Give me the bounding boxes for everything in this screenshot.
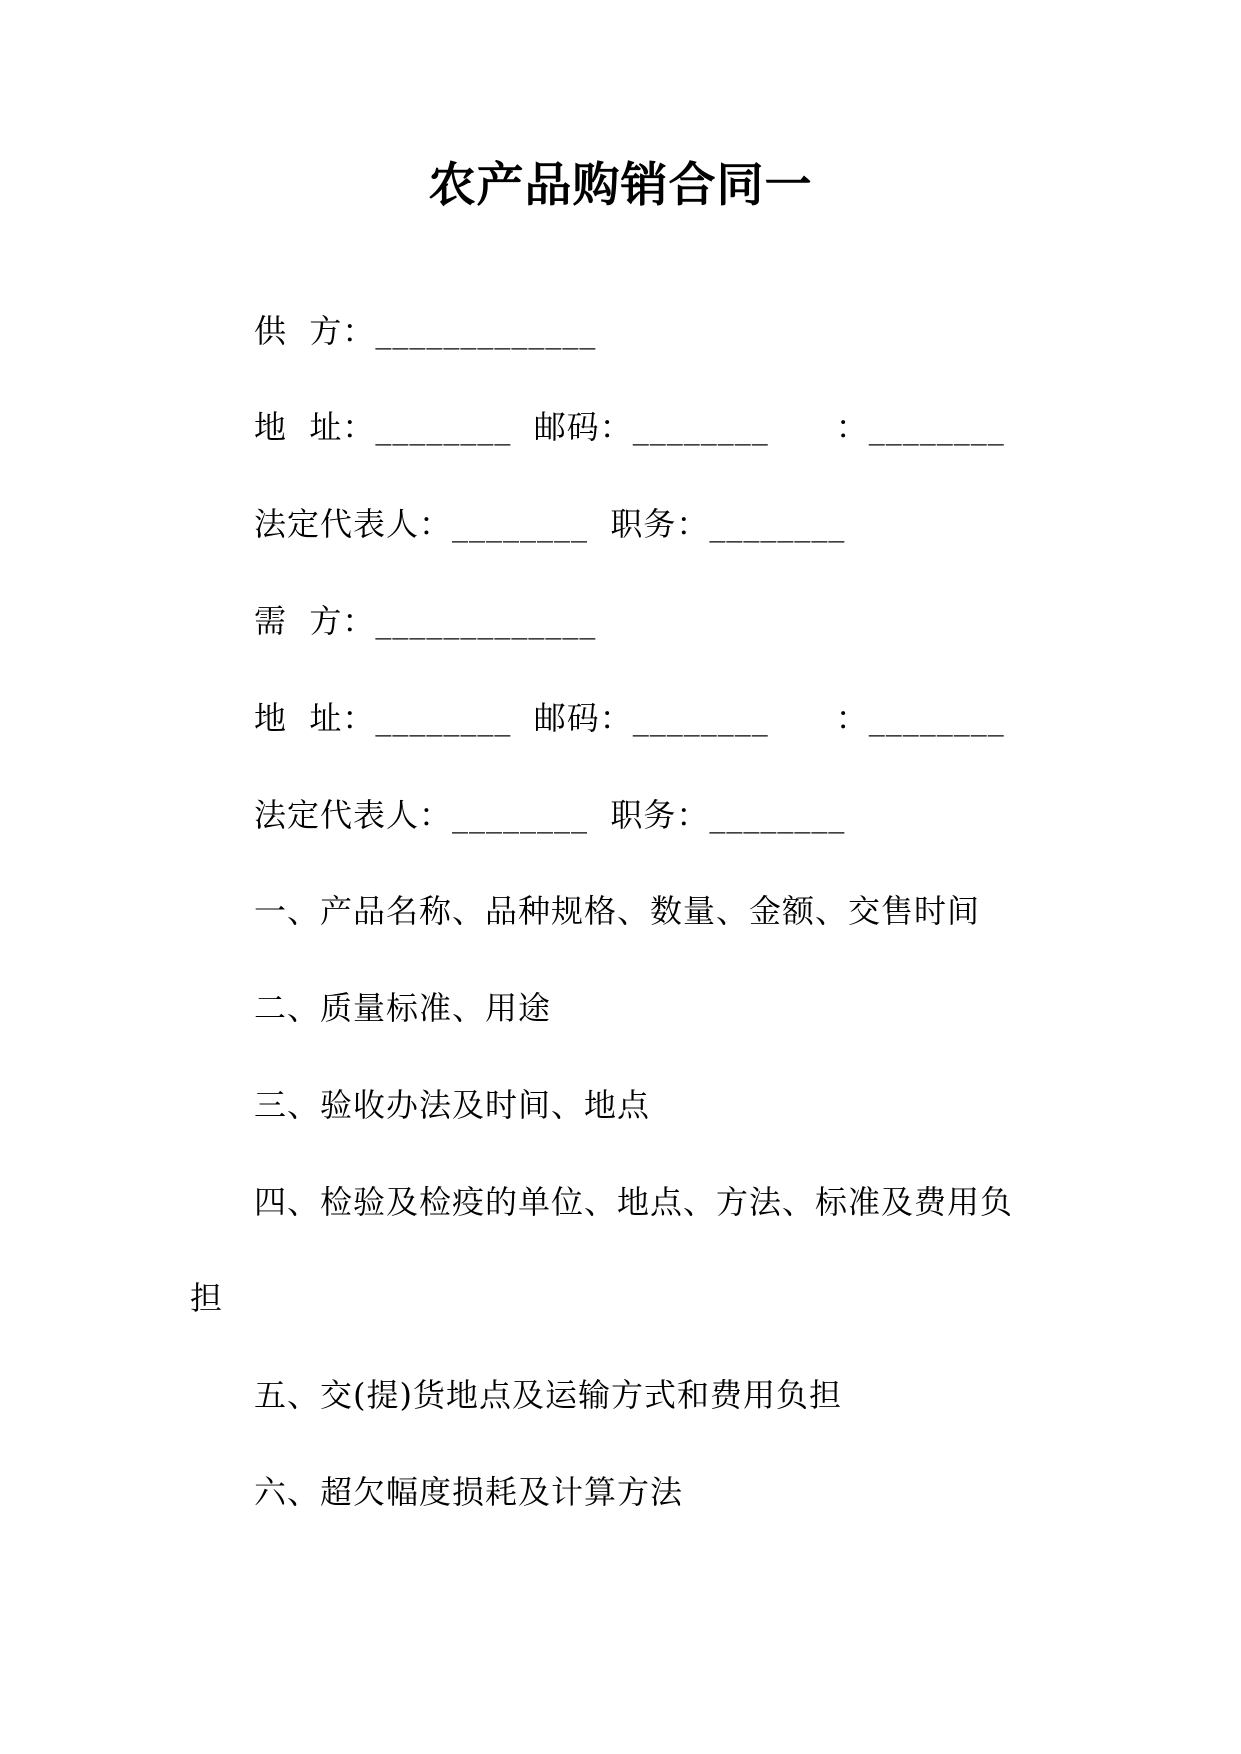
- supplier-address-line: 地 址：________ 邮码：________ ：________: [254, 408, 1005, 446]
- document-title: 农产品购销合同一: [428, 158, 813, 213]
- clause-2: 二、质量标准、用途: [254, 989, 552, 1027]
- buyer-line: 需 方：_____________: [254, 602, 597, 640]
- clause-5: 五、交(提)货地点及运输方式和费用负担: [254, 1376, 842, 1414]
- supplier-line: 供 方：_____________: [254, 312, 597, 350]
- clause-6: 六、超欠幅度损耗及计算方法: [254, 1473, 684, 1511]
- buyer-address-line: 地 址：________ 邮码：________ ：________: [254, 699, 1005, 737]
- clause-1: 一、产品名称、品种规格、数量、金额、交售时间: [254, 892, 981, 930]
- clause-3: 三、验收办法及时间、地点: [254, 1086, 651, 1124]
- supplier-representative-line: 法定代表人：________ 职务：________: [254, 505, 846, 543]
- clause-4: 四、检验及检疫的单位、地点、方法、标准及费用负: [254, 1183, 1014, 1221]
- clause-4-continuation: 担: [190, 1279, 224, 1317]
- buyer-representative-line: 法定代表人：________ 职务：________: [254, 796, 846, 834]
